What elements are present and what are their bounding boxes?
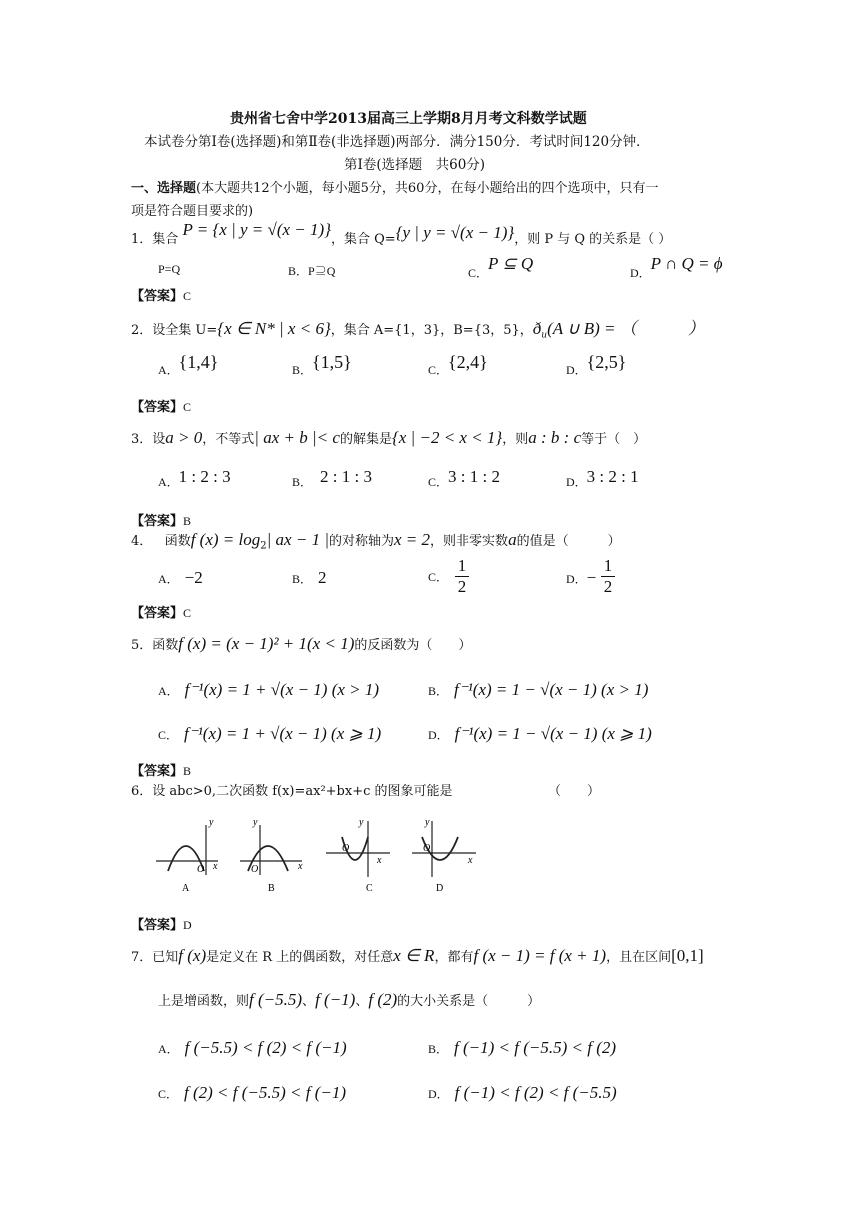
question-1 [131,220,672,248]
q2-option-a: A．{1,4} [158,352,219,377]
question-5: 5．函数f (x) = (x − 1)² + 1(x < 1)的反函数为（ ） [131,634,472,653]
set-p: P = {x | y = √(x − 1)} [182,220,331,239]
q5-option-a: A． f⁻¹(x) = 1 + √(x − 1) (x > 1) [158,680,380,699]
graph-b-o: O [251,864,259,875]
q5-option-c: C． f⁻¹(x) = 1 + √(x − 1) (x ⩾ 1) [158,724,382,743]
q4-option-d-fraction: 1 2 [601,556,615,597]
q3-option-a: A．1 : 2 : 3 [158,467,231,489]
graph-b-label: B [268,883,275,894]
q3-option-c: C．3 : 1 : 2 [428,467,500,489]
graph-d-label: D [436,883,444,894]
page-title: 贵州省七舍中学2013届高三上学期8月月考文科数学试题 [230,111,587,127]
question-7-line-2: 上是增函数，则f (−5.5)、f (−1)、f (2)的大小关系是（ ） [158,990,541,1009]
graph-b [240,817,303,894]
q4-answer: 【答案】C [131,606,192,621]
exam-intro: 本试卷分第Ⅰ卷(选择题)和第Ⅱ卷(非选择题)两部分．满分150分．考试时间120分钟． [144,134,650,150]
graph-a-label: A [182,883,190,894]
graph-d-x: x [468,855,473,866]
q3-option-d: D．3 : 2 : 1 [566,467,639,489]
q1-option-a: P=Q [158,262,181,276]
graph-c-label: C [366,883,373,894]
question-text: 集合 [152,232,179,247]
part-heading [131,177,658,196]
q4-option-c: C． [428,570,449,584]
question-7: 7．已知f (x)是定义在 R 上的偶函数，对任意x ∈ R，都有f (x − 1) = f (x + 1)，且在区间[0,1] [131,946,704,965]
graph-c-o: O [342,843,350,854]
set-u: {x ∈ N* | x < 6} [217,319,331,338]
question-6-bracket: （ ） [548,784,601,799]
graph-c-y: y [359,817,364,828]
q4-option-d: D．− [566,568,597,587]
graph-b-y: y [253,817,258,828]
question-4: 4． 函数f $(x) = \log_2|$ ax − 1 |的对称轴为x = 2，则非零实数a的值是（ ） [131,530,621,552]
q1-option-b: B．P⊇Q [288,264,336,278]
q5-answer: 【答案】B [131,764,192,779]
question-6: 6．设 abc>0,二次函数 f(x)=ax²+bx+c 的图象可能是 [131,784,453,799]
q2-option-d: D．{2,5} [566,352,627,377]
question-3: 3．设a > 0，不等式| ax + b |< c的解集是{x | −2 < x < 1}，则a : b : c等于（ ） [131,428,647,447]
set-q: {y | y = √(x − 1)} [395,223,515,242]
question-number: 1． [131,232,153,247]
part-heading-label: 一、选择题 [131,181,197,196]
section-title: 第Ⅰ卷(选择题 共60分) [344,157,486,173]
q5-option-d: D． f⁻¹(x) = 1 − √(x − 1) (x ⩾ 1) [428,724,652,743]
q6-answer: 【答案】D [131,918,192,933]
graph-d-y: y [425,817,430,828]
q2-option-b: B．{1,5} [292,352,352,377]
q4-option-c-fraction: 1 2 [455,556,469,597]
graph-d-o: O [423,843,431,854]
graph-c-x: x [377,855,382,866]
q4-option-a: A． −2 [158,568,203,587]
q1-option-c: C．P ⊆ Q [468,254,534,280]
q5-option-b: B． f⁻¹(x) = 1 − √(x − 1) (x > 1) [428,680,649,699]
graph-a-x: x [213,861,218,872]
q1-option-d: D．P ∩ Q = ϕ [630,254,723,280]
q7-option-b: B． f (−1) < f (−5.5) < f (2) [428,1038,617,1057]
q3-answer: 【答案】B [131,514,192,529]
question-2: 2．设全集 U={x ∈ N* | x < 6}，集合 A={1，3}，B={3，5}，$ð_u(A$ ∪ B) = （ ） [131,319,705,341]
q2-answer: 【答案】C [131,400,192,415]
graph-d [412,817,476,894]
q7-option-d: D． f (−1) < f (2) < f (−5.5) [428,1083,617,1102]
q7-option-a: A． f (−5.5) < f (2) < f (−1) [158,1038,347,1057]
graph-a [156,817,218,894]
graph-a-y: y [209,817,214,828]
question-text: ，则 P 与 Q 的关系是（ ） [514,232,672,247]
part-desc-1: (本大题共12个小题，每小题5分，共60分，在每小题给出的四个选项中，只有一 [196,181,659,196]
graph-c [326,817,390,894]
q7-option-c: C． f (2) < f (−5.5) < f (−1) [158,1083,347,1102]
graph-a-o: O [197,864,205,875]
q6-graphs [150,815,480,895]
q4-option-b: B． 2 [292,568,327,587]
q3-option-b: B． 2 : 1 : 3 [292,467,372,489]
q2-option-c: C．{2,4} [428,352,488,377]
question-text: ，集合 Q= [331,232,396,247]
part-desc-2: 项是符合题目要求的) [131,204,254,219]
graph-b-x: x [298,861,303,872]
q1-answer: 【答案】C [131,289,192,304]
